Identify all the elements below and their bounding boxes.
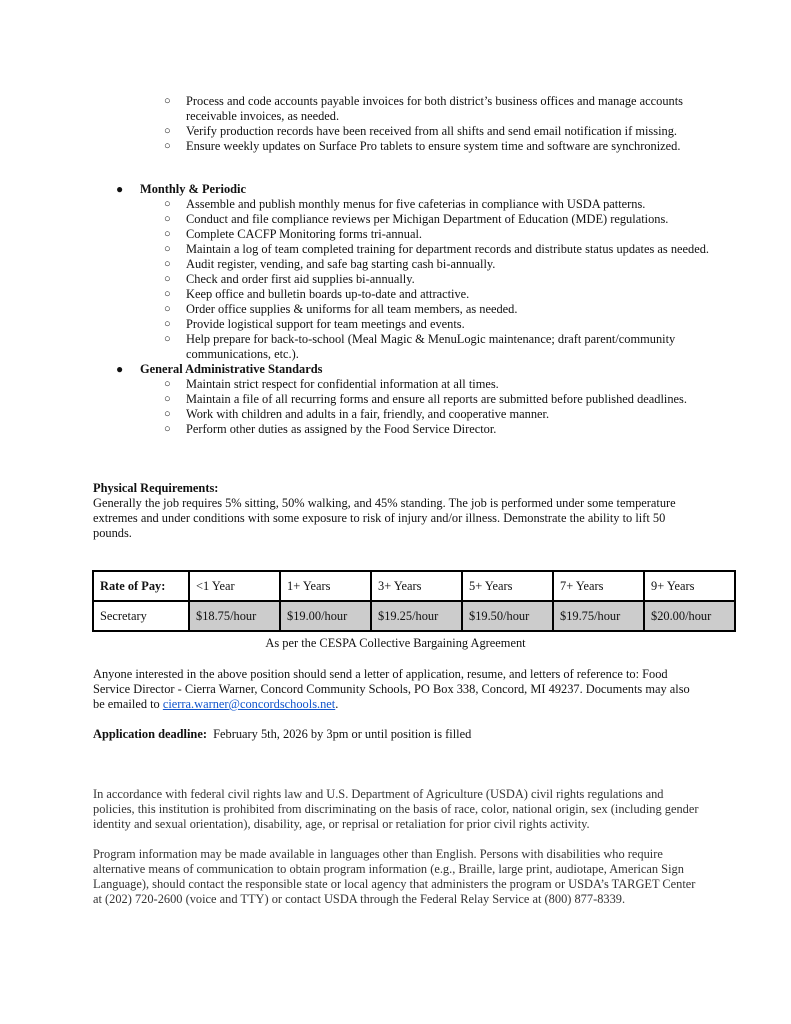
physical-requirements [93,481,703,541]
hollow-bullet-icon: ○ [164,258,171,270]
list-item-text: Process and code accounts payable invoices for both district’s business offices and manage accounts receivable invoices, as needed. [186,94,683,123]
list-item-text: Help prepare for back-to-school (Meal Magic & MenuLogic maintenance; draft parent/community communications, etc.). [186,332,676,361]
list-item [164,422,716,437]
list-item-text: Maintain a log of team completed training for department records and distribute status updates as needed. [186,242,709,256]
table-cell: $19.25/hour [371,601,462,631]
list-item-text: Ensure weekly updates on Surface Pro tablets to ensure system time and software are synchronized. [186,139,681,153]
section-title: General Administrative Standards [140,362,323,376]
table-header-cell: 1+ Years [280,571,371,601]
list-item-text: Work with children and adults in a fair, friendly, and cooperative manner. [186,407,550,421]
list-item-text: Keep office and bulletin boards up-to-date and attractive. [186,287,470,301]
list-item [164,332,716,362]
application-deadline [93,727,703,742]
top-sub-list [164,94,704,154]
email-link[interactable]: cierra.warner@concordschools.net [162,697,336,711]
list-item-text: Maintain strict respect for confidential information at all times. [186,377,499,391]
hollow-bullet-icon: ○ [164,408,171,420]
list-item [164,257,716,272]
table-header-row [93,571,735,601]
section-monthly [116,182,716,362]
physical-heading: Physical Requirements: [93,481,219,495]
application-text: Anyone interested in the above position should send a letter of application, resume, and letters of reference to: Food Service Director - Cierra Warner, Concord Community Schools, PO Box 338, Concord, MI 49237. Documents may also be emailed to [93,667,690,711]
list-item [164,94,704,124]
list-item-text: Provide logistical support for team meetings and events. [186,317,465,331]
list-item [164,317,716,332]
list-item-text: Audit register, vending, and safe bag starting cash bi-annually. [186,257,496,271]
hollow-bullet-icon: ○ [164,213,171,225]
table-row [93,601,735,631]
list-item-text: Maintain a file of all recurring forms and ensure all reports are submitted before published deadlines. [186,392,687,406]
deadline-label: Application deadline: [93,727,207,741]
list-item [164,377,716,392]
list-item-text: Perform other duties as assigned by the Food Service Director. [186,422,497,436]
list-item [164,392,716,407]
table-header-cell: <1 Year [189,571,280,601]
hollow-bullet-icon: ○ [164,333,171,345]
list-item [164,302,716,317]
table-cell: $19.75/hour [553,601,644,631]
hollow-bullet-icon: ○ [164,243,171,255]
civil-rights-notice: In accordance with federal civil rights law and U.S. Department of Agriculture (USDA) civil rights regulations and policies, this institution is prohibited from discriminating on the basis of race, color, national origin, sex (including gender identity and sexual orientation), disability, age, or reprisal or retaliation for prior civil rights activity. [93,787,699,831]
hollow-bullet-icon: ○ [164,273,171,285]
table-cell: $20.00/hour [644,601,735,631]
language-access-notice: Program information may be made available in languages other than English. Persons with disabilities who require alternative means of communication to obtain program information (e.g., Braille, large print, audiotape, American Sign Language), should contact the responsible state or local agency that administers the program or USDA’s TARGET Center at (202) 720-2600 (voice and TTY) or contact USDA through the Federal Relay Service at (800) 877-8339. [93,847,696,906]
section-sub-list [164,197,716,362]
pay-table-caption: As per the CESPA Collective Bargaining Agreement [265,636,526,650]
hollow-bullet-icon: ○ [164,393,171,405]
filled-bullet-icon: ● [116,182,124,196]
section-heading [116,362,716,377]
table-cell: Secretary [93,601,189,631]
hollow-bullet-icon: ○ [164,198,171,210]
list-item [164,272,716,287]
list-item [164,407,716,422]
hollow-bullet-icon: ○ [164,303,171,315]
list-item [164,139,704,154]
list-item [164,197,716,212]
list-item-text: Assemble and publish monthly menus for five cafeterias in compliance with USDA patterns. [186,197,646,211]
list-item [164,242,716,257]
section-heading [116,182,716,197]
pay-table [92,570,736,632]
table-cell: $18.75/hour [189,601,280,631]
application-end: . [335,697,339,711]
hollow-bullet-icon: ○ [164,95,171,107]
deadline-value: February 5th, 2026 by 3pm or until position is filled [206,727,472,741]
table-header-cell: Rate of Pay: [93,571,189,601]
table-header-cell: 5+ Years [462,571,553,601]
list-item [164,212,716,227]
table-header-cell: 7+ Years [553,571,644,601]
section-general-admin [116,362,716,437]
hollow-bullet-icon: ○ [164,288,171,300]
hollow-bullet-icon: ○ [164,228,171,240]
section-sub-list [164,377,716,437]
application-paragraph [93,667,703,712]
list-item-text: Complete CACFP Monitoring forms tri-annual. [186,227,422,241]
list-item [164,227,716,242]
hollow-bullet-icon: ○ [164,423,171,435]
table-cell: $19.50/hour [462,601,553,631]
list-item-text: Conduct and file compliance reviews per Michigan Department of Education (MDE) regulations. [186,212,669,226]
table-cell: $19.00/hour [280,601,371,631]
hollow-bullet-icon: ○ [164,125,171,137]
list-item-text: Check and order first aid supplies bi-annually. [186,272,415,286]
physical-text: Generally the job requires 5% sitting, 50% walking, and 45% standing. The job is performed under some temperature extremes and under conditions with some exposure to risk of injury and/or illness. Demonstrate the ability to lift 50 pounds. [93,496,676,540]
list-item [164,124,704,139]
filled-bullet-icon: ● [116,362,124,376]
list-item-text: Verify production records have been received from all shifts and send email notification if missing. [186,124,678,138]
table-header-cell: 9+ Years [644,571,735,601]
list-item [164,287,716,302]
hollow-bullet-icon: ○ [164,318,171,330]
table-header-cell: 3+ Years [371,571,462,601]
list-item-text: Order office supplies & uniforms for all team members, as needed. [186,302,518,316]
section-title: Monthly & Periodic [140,182,246,196]
hollow-bullet-icon: ○ [164,140,171,152]
duties-section-list [116,182,716,437]
hollow-bullet-icon: ○ [164,378,171,390]
